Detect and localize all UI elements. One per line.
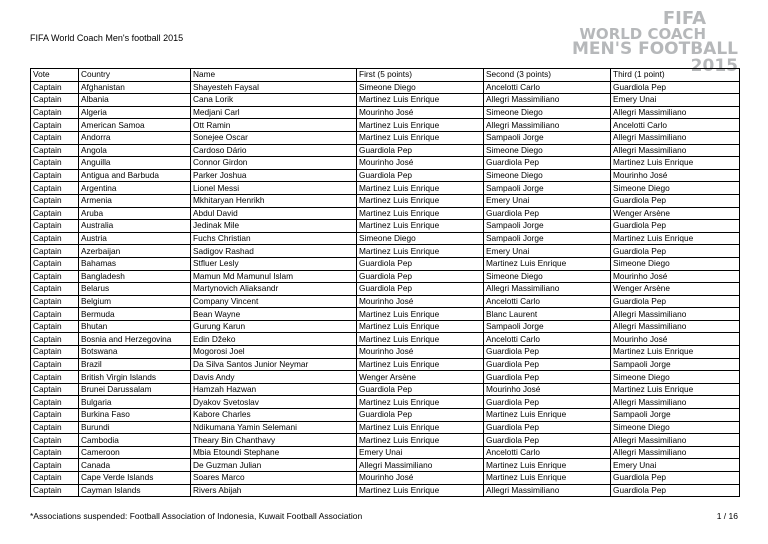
table-row <box>31 220 740 233</box>
table-row <box>31 396 740 409</box>
second-choice-cell: Guardiola Pep <box>484 157 611 170</box>
first-choice-cell: Guardiola Pep <box>357 270 484 283</box>
vote-cell: Captain <box>31 131 79 144</box>
first-choice-cell: Martinez Luis Enrique <box>357 434 484 447</box>
first-choice-cell: Martinez Luis Enrique <box>357 333 484 346</box>
column-header-first: First (5 points) <box>357 69 484 82</box>
table-row <box>31 245 740 258</box>
vote-cell: Captain <box>31 220 79 233</box>
second-choice-cell: Guardiola Pep <box>484 421 611 434</box>
first-choice-cell: Simeone Diego <box>357 81 484 94</box>
name-cell: Edin Džeko <box>191 333 357 346</box>
second-choice-cell: Sampaoli Jorge <box>484 232 611 245</box>
name-cell: Connor Girdon <box>191 157 357 170</box>
name-cell: Fuchs Christian <box>191 232 357 245</box>
vote-cell: Captain <box>31 169 79 182</box>
third-choice-cell: Guardiola Pep <box>611 484 740 497</box>
vote-cell: Captain <box>31 194 79 207</box>
country-cell: Cape Verde Islands <box>79 472 191 485</box>
third-choice-cell: Simeone Diego <box>611 421 740 434</box>
second-choice-cell: Martinez Luis Enrique <box>484 409 611 422</box>
table-row <box>31 295 740 308</box>
second-choice-cell: Emery Unai <box>484 194 611 207</box>
table-row <box>31 81 740 94</box>
name-cell: Mbia Etoundi Stephane <box>191 446 357 459</box>
table-row <box>31 459 740 472</box>
name-cell: Davis Andy <box>191 371 357 384</box>
table-row <box>31 144 740 157</box>
third-choice-cell: Martinez Luis Enrique <box>611 383 740 396</box>
third-choice-cell: Martinez Luis Enrique <box>611 157 740 170</box>
third-choice-cell: Emery Unai <box>611 459 740 472</box>
first-choice-cell: Guardiola Pep <box>357 383 484 396</box>
third-choice-cell: Guardiola Pep <box>611 220 740 233</box>
table-row <box>31 446 740 459</box>
third-choice-cell: Sampaoli Jorge <box>611 409 740 422</box>
country-cell: Burkina Faso <box>79 409 191 422</box>
second-choice-cell: Guardiola Pep <box>484 346 611 359</box>
country-cell: Angola <box>79 144 191 157</box>
second-choice-cell: Allegri Massimiliano <box>484 484 611 497</box>
country-cell: Canada <box>79 459 191 472</box>
country-cell: Bangladesh <box>79 270 191 283</box>
vote-cell: Captain <box>31 434 79 447</box>
second-choice-cell: Sampaoli Jorge <box>484 320 611 333</box>
first-choice-cell: Martinez Luis Enrique <box>357 119 484 132</box>
table-row <box>31 257 740 270</box>
name-cell: Cardoso Dário <box>191 144 357 157</box>
country-cell: Bulgaria <box>79 396 191 409</box>
third-choice-cell: Emery Unai <box>611 94 740 107</box>
vote-cell: Captain <box>31 421 79 434</box>
name-cell: Mamun Md Mamunul Islam <box>191 270 357 283</box>
vote-cell: Captain <box>31 320 79 333</box>
table-row <box>31 320 740 333</box>
first-choice-cell: Mourinho José <box>357 157 484 170</box>
third-choice-cell: Simeone Diego <box>611 371 740 384</box>
page-number: 1 / 16 <box>716 511 738 521</box>
first-choice-cell: Wenger Arsène <box>357 371 484 384</box>
table-body <box>31 81 740 497</box>
table-row <box>31 283 740 296</box>
second-choice-cell: Mourinho José <box>484 383 611 396</box>
vote-cell: Captain <box>31 81 79 94</box>
country-cell: Bermuda <box>79 308 191 321</box>
vote-cell: Captain <box>31 346 79 359</box>
second-choice-cell: Martinez Luis Enrique <box>484 257 611 270</box>
column-header-vote: Vote <box>31 69 79 82</box>
second-choice-cell: Ancelotti Carlo <box>484 295 611 308</box>
table-row <box>31 94 740 107</box>
third-choice-cell: Simeone Diego <box>611 257 740 270</box>
third-choice-cell: Guardiola Pep <box>611 81 740 94</box>
second-choice-cell: Guardiola Pep <box>484 434 611 447</box>
third-choice-cell: Allegri Massimiliano <box>611 320 740 333</box>
country-cell: Bahamas <box>79 257 191 270</box>
name-cell: Lionel Messi <box>191 182 357 195</box>
second-choice-cell: Simeone Diego <box>484 169 611 182</box>
country-cell: Anguilla <box>79 157 191 170</box>
second-choice-cell: Sampaoli Jorge <box>484 131 611 144</box>
third-choice-cell: Wenger Arsène <box>611 283 740 296</box>
third-choice-cell: Allegri Massimiliano <box>611 106 740 119</box>
second-choice-cell: Sampaoli Jorge <box>484 182 611 195</box>
vote-cell: Captain <box>31 459 79 472</box>
first-choice-cell: Martinez Luis Enrique <box>357 320 484 333</box>
third-choice-cell: Allegri Massimiliano <box>611 131 740 144</box>
name-cell: Bean Wayne <box>191 308 357 321</box>
country-cell: Aruba <box>79 207 191 220</box>
third-choice-cell: Guardiola Pep <box>611 245 740 258</box>
table-row <box>31 106 740 119</box>
second-choice-cell: Allegri Massimiliano <box>484 94 611 107</box>
second-choice-cell: Simeone Diego <box>484 270 611 283</box>
first-choice-cell: Martinez Luis Enrique <box>357 194 484 207</box>
country-cell: Australia <box>79 220 191 233</box>
name-cell: Ott Ramin <box>191 119 357 132</box>
name-cell: Jedinak Mile <box>191 220 357 233</box>
country-cell: Afghanistan <box>79 81 191 94</box>
third-choice-cell: Guardiola Pep <box>611 472 740 485</box>
first-choice-cell: Guardiola Pep <box>357 257 484 270</box>
country-cell: Argentina <box>79 182 191 195</box>
second-choice-cell: Ancelotti Carlo <box>484 333 611 346</box>
country-cell: Burundi <box>79 421 191 434</box>
second-choice-cell: Allegri Massimiliano <box>484 283 611 296</box>
country-cell: Brunei Darussalam <box>79 383 191 396</box>
third-choice-cell: Sampaoli Jorge <box>611 358 740 371</box>
vote-cell: Captain <box>31 308 79 321</box>
second-choice-cell: Blanc Laurent <box>484 308 611 321</box>
table-row <box>31 207 740 220</box>
name-cell: Medjani Carl <box>191 106 357 119</box>
second-choice-cell: Ancelotti Carlo <box>484 446 611 459</box>
name-cell: Soares Marco <box>191 472 357 485</box>
name-cell: Kabore Charles <box>191 409 357 422</box>
table-row <box>31 371 740 384</box>
vote-cell: Captain <box>31 396 79 409</box>
votes-table <box>30 68 740 497</box>
table-row <box>31 409 740 422</box>
third-choice-cell: Mourinho José <box>611 333 740 346</box>
first-choice-cell: Allegri Massimiliano <box>357 459 484 472</box>
table-row <box>31 194 740 207</box>
name-cell: Sadigov Rashad <box>191 245 357 258</box>
vote-cell: Captain <box>31 144 79 157</box>
country-cell: Armenia <box>79 194 191 207</box>
table-row <box>31 131 740 144</box>
country-cell: Brazil <box>79 358 191 371</box>
table-row <box>31 333 740 346</box>
country-cell: Bosnia and Herzegovina <box>79 333 191 346</box>
country-cell: Bhutan <box>79 320 191 333</box>
vote-cell: Captain <box>31 371 79 384</box>
country-cell: Botswana <box>79 346 191 359</box>
name-cell: Mkhitaryan Henrikh <box>191 194 357 207</box>
third-choice-cell: Mourinho José <box>611 270 740 283</box>
logo-line-mens-football: MEN'S FOOTBALL 2015 <box>571 39 738 76</box>
suspended-associations-note: *Associations suspended: Football Association of Indonesia, Kuwait Football Association <box>30 511 363 521</box>
name-cell: Company Vincent <box>191 295 357 308</box>
vote-cell: Captain <box>31 358 79 371</box>
first-choice-cell: Martinez Luis Enrique <box>357 182 484 195</box>
vote-cell: Captain <box>31 106 79 119</box>
name-cell: Dyakov Svetoslav <box>191 396 357 409</box>
country-cell: Cayman Islands <box>79 484 191 497</box>
third-choice-cell: Wenger Arsène <box>611 207 740 220</box>
vote-cell: Captain <box>31 333 79 346</box>
table-header-row <box>31 69 740 82</box>
third-choice-cell: Mourinho José <box>611 169 740 182</box>
name-cell: Martynovich Aliaksandr <box>191 283 357 296</box>
first-choice-cell: Guardiola Pep <box>357 144 484 157</box>
table-row <box>31 472 740 485</box>
country-cell: Belarus <box>79 283 191 296</box>
country-cell: Andorra <box>79 131 191 144</box>
column-header-name: Name <box>191 69 357 82</box>
third-choice-cell: Martinez Luis Enrique <box>611 232 740 245</box>
third-choice-cell: Allegri Massimiliano <box>611 446 740 459</box>
second-choice-cell: Guardiola Pep <box>484 207 611 220</box>
table-row <box>31 232 740 245</box>
country-cell: American Samoa <box>79 119 191 132</box>
first-choice-cell: Simeone Diego <box>357 232 484 245</box>
country-cell: Azerbaijan <box>79 245 191 258</box>
third-choice-cell: Ancelotti Carlo <box>611 119 740 132</box>
vote-cell: Captain <box>31 182 79 195</box>
name-cell: Mogorosi Joel <box>191 346 357 359</box>
logo-line-world-coach: WORLD COACH <box>579 25 706 43</box>
first-choice-cell: Mourinho José <box>357 295 484 308</box>
third-choice-cell: Allegri Massimiliano <box>611 144 740 157</box>
vote-cell: Captain <box>31 409 79 422</box>
third-choice-cell: Allegri Massimiliano <box>611 308 740 321</box>
vote-cell: Captain <box>31 383 79 396</box>
country-cell: Cambodia <box>79 434 191 447</box>
country-cell: Cameroon <box>79 446 191 459</box>
name-cell: Rivers Abijah <box>191 484 357 497</box>
name-cell: Cana Lorik <box>191 94 357 107</box>
vote-cell: Captain <box>31 446 79 459</box>
second-choice-cell: Simeone Diego <box>484 106 611 119</box>
third-choice-cell: Guardiola Pep <box>611 295 740 308</box>
first-choice-cell: Martinez Luis Enrique <box>357 358 484 371</box>
third-choice-cell: Allegri Massimiliano <box>611 396 740 409</box>
name-cell: Da Silva Santos Junior Neymar <box>191 358 357 371</box>
third-choice-cell: Allegri Massimiliano <box>611 434 740 447</box>
vote-cell: Captain <box>31 283 79 296</box>
table-row <box>31 169 740 182</box>
country-cell: Albania <box>79 94 191 107</box>
second-choice-cell: Sampaoli Jorge <box>484 220 611 233</box>
table-row <box>31 434 740 447</box>
table-row <box>31 383 740 396</box>
logo-line-fifa: FIFA <box>662 8 706 29</box>
table-row <box>31 308 740 321</box>
name-cell: Abdul David <box>191 207 357 220</box>
second-choice-cell: Guardiola Pep <box>484 396 611 409</box>
first-choice-cell: Guardiola Pep <box>357 283 484 296</box>
vote-cell: Captain <box>31 245 79 258</box>
table-row <box>31 119 740 132</box>
table-row <box>31 421 740 434</box>
country-cell: Belgium <box>79 295 191 308</box>
country-cell: British Virgin Islands <box>79 371 191 384</box>
name-cell: Theary Bin Chanthavy <box>191 434 357 447</box>
name-cell: Gurung Karun <box>191 320 357 333</box>
second-choice-cell: Martinez Luis Enrique <box>484 459 611 472</box>
vote-cell: Captain <box>31 484 79 497</box>
column-header-country: Country <box>79 69 191 82</box>
vote-cell: Captain <box>31 119 79 132</box>
first-choice-cell: Mourinho José <box>357 346 484 359</box>
table-row <box>31 182 740 195</box>
country-cell: Antigua and Barbuda <box>79 169 191 182</box>
first-choice-cell: Martinez Luis Enrique <box>357 207 484 220</box>
table-row <box>31 270 740 283</box>
second-choice-cell: Simeone Diego <box>484 144 611 157</box>
name-cell: De Guzman Julian <box>191 459 357 472</box>
column-header-second: Second (3 points) <box>484 69 611 82</box>
vote-cell: Captain <box>31 232 79 245</box>
vote-cell: Captain <box>31 472 79 485</box>
table-row <box>31 346 740 359</box>
vote-cell: Captain <box>31 270 79 283</box>
name-cell: Shayesteh Faysal <box>191 81 357 94</box>
country-cell: Austria <box>79 232 191 245</box>
first-choice-cell: Guardiola Pep <box>357 169 484 182</box>
first-choice-cell: Martinez Luis Enrique <box>357 396 484 409</box>
name-cell: Hamzah Hazwan <box>191 383 357 396</box>
second-choice-cell: Martinez Luis Enrique <box>484 472 611 485</box>
first-choice-cell: Mourinho José <box>357 106 484 119</box>
vote-cell: Captain <box>31 207 79 220</box>
first-choice-cell: Mourinho José <box>357 472 484 485</box>
first-choice-cell: Martinez Luis Enrique <box>357 308 484 321</box>
name-cell: Sonejee Oscar <box>191 131 357 144</box>
first-choice-cell: Martinez Luis Enrique <box>357 131 484 144</box>
table-row <box>31 157 740 170</box>
first-choice-cell: Martinez Luis Enrique <box>357 245 484 258</box>
name-cell: Parker Joshua <box>191 169 357 182</box>
vote-cell: Captain <box>31 94 79 107</box>
column-header-third: Third (1 point) <box>611 69 740 82</box>
second-choice-cell: Ancelotti Carlo <box>484 81 611 94</box>
third-choice-cell: Simeone Diego <box>611 182 740 195</box>
third-choice-cell: Guardiola Pep <box>611 194 740 207</box>
second-choice-cell: Emery Unai <box>484 245 611 258</box>
first-choice-cell: Guardiola Pep <box>357 409 484 422</box>
second-choice-cell: Guardiola Pep <box>484 371 611 384</box>
table-row <box>31 484 740 497</box>
second-choice-cell: Guardiola Pep <box>484 358 611 371</box>
table-row <box>31 358 740 371</box>
name-cell: Stfluer Lesly <box>191 257 357 270</box>
country-cell: Algeria <box>79 106 191 119</box>
name-cell: Ndikumana Yamin Selemani <box>191 421 357 434</box>
third-choice-cell: Martinez Luis Enrique <box>611 346 740 359</box>
first-choice-cell: Martinez Luis Enrique <box>357 220 484 233</box>
vote-cell: Captain <box>31 157 79 170</box>
first-choice-cell: Martinez Luis Enrique <box>357 484 484 497</box>
first-choice-cell: Martinez Luis Enrique <box>357 421 484 434</box>
vote-cell: Captain <box>31 295 79 308</box>
first-choice-cell: Emery Unai <box>357 446 484 459</box>
vote-cell: Captain <box>31 257 79 270</box>
first-choice-cell: Martinez Luis Enrique <box>357 94 484 107</box>
second-choice-cell: Allegri Massimiliano <box>484 119 611 132</box>
document-title: FIFA World Coach Men's football 2015 <box>30 33 184 43</box>
